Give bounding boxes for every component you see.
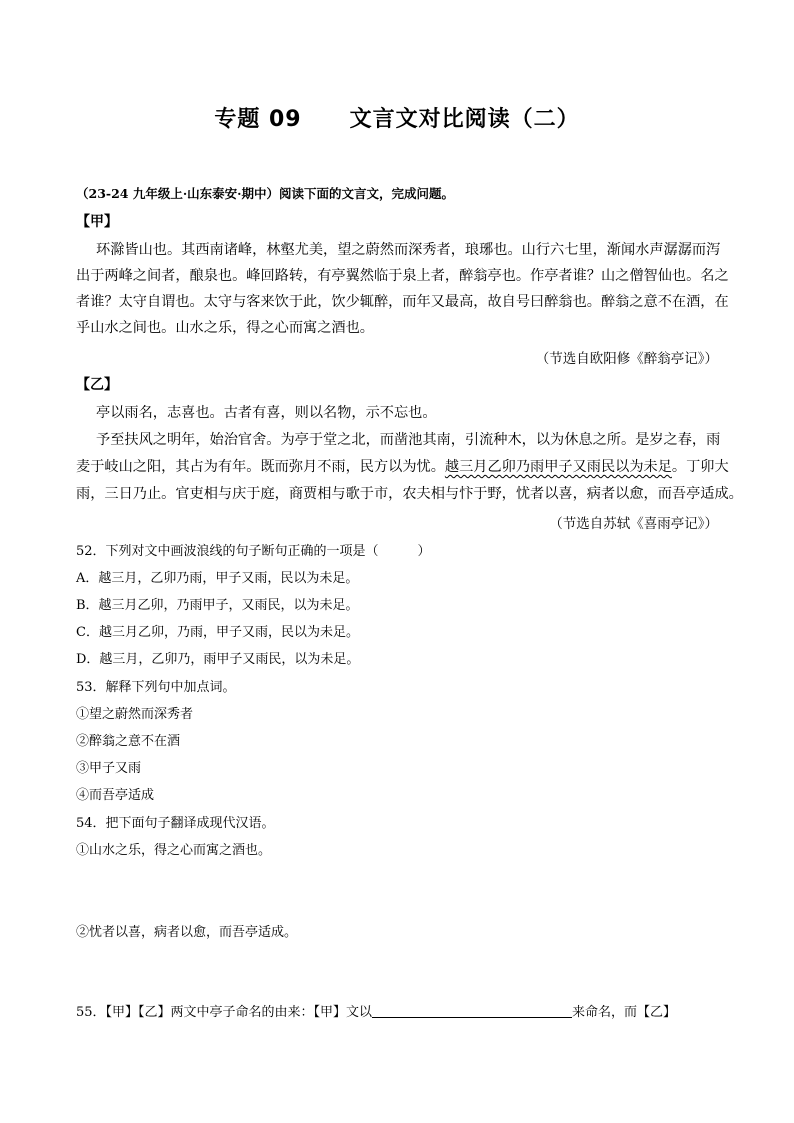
question-52-option-c: C．越三月乙卯，乃雨，甲子又雨，民以为未足。 [76,625,359,640]
passage-jia-line: 环滁皆山也。其西南诸峰，林壑尤美，望之蔚然而深秀者，琅琊也。山行六七里，渐闻水声潺潺而泻 [96,242,721,258]
question-54-item: ①山水之乐，得之心而寓之酒也。 [76,843,272,858]
question-53-stem: 53．解释下列句中加点词。 [76,680,236,695]
passage-jia-line: 出于两峰之间者，酿泉也。峰回路转，有亭翼然临于泉上者，醉翁亭也。作亭者谁？山之僧智仙也。名之 [76,268,729,284]
question-54-stem: 54．把下面句子翻译成现代汉语。 [76,816,275,831]
passage-yi-text: 麦于岐山之阳，其占为有年。既而弥月不雨，民方以为忧。 [76,459,445,475]
passage-jia-source: （节选自欧阳修《醉翁亭记》） [535,351,718,367]
question-52-stem: 52．下列对文中画波浪线的句子断句正确的一项是（ ） [76,544,431,559]
passage-yi-line [76,454,729,481]
question-53-item: ②醉翁之意不在酒 [76,734,181,749]
passage-jia-line: 乎山水之间也。山水之乐，得之心而寓之酒也。 [76,320,374,336]
question-55-text: 55．【甲】【乙】两文中亭子命名的由来：【甲】文以 [76,1005,373,1020]
question-55-stem [76,1001,676,1020]
question-53-item: ③甲子又雨 [76,761,142,776]
passage-yi-line: 亭以雨名，志喜也。古者有喜，则以名物，示不忘也。 [96,405,437,421]
passage-yi-label: 【乙】 [76,377,118,393]
question-55-text: 来命名，而【乙】 [572,1005,677,1020]
question-53-item: ①望之蔚然而深秀者 [76,707,194,722]
question-52-option-d: D．越三月，乙卯乃，雨甲子又雨民，以为未足。 [76,652,360,667]
passage-yi-source: （节选自苏轼《喜雨亭记》） [549,516,718,532]
question-intro: （23-24 九年级上·山东泰安·期中）阅读下面的文言文，完成问题。 [76,186,455,201]
wavy-underlined-sentence: 越三月乙卯乃雨甲子又雨民以为未足 [444,459,672,475]
title-topic: 文言文对比阅读（二） [349,107,580,132]
passage-yi-line: 雨，三日乃止。官吏相与庆于庭，商贾相与歌于市，农夫相与忭于野，忧者以喜，病者以愈，而吾亭适成。 [76,486,743,502]
question-52-option-a: A．越三月，乙卯乃雨，甲子又雨，民以为未足。 [76,571,359,586]
passage-yi-text: 。丁卯大 [671,459,729,475]
answer-blank[interactable] [372,1003,572,1018]
passage-yi-line: 予至扶风之明年，始治官舍。为亭于堂之北，而凿池其南，引流种木，以为休息之所。是岁之春，雨 [96,432,721,448]
passage-jia-line: 者谁？太守自谓也。太守与客来饮于此，饮少辄醉，而年又最高，故自号曰醉翁也。醉翁之意不在酒，在 [76,294,729,310]
question-54-item: ②忧者以喜，病者以愈，而吾亭适成。 [76,925,298,940]
question-53-item: ④而吾亭适成 [76,788,155,803]
question-52-option-b: B．越三月乙卯，乃雨甲子，又雨民，以为未足。 [76,598,359,613]
title-number: 专题 09 [214,107,302,132]
page-title [0,102,794,133]
passage-jia-label: 【甲】 [76,214,118,230]
